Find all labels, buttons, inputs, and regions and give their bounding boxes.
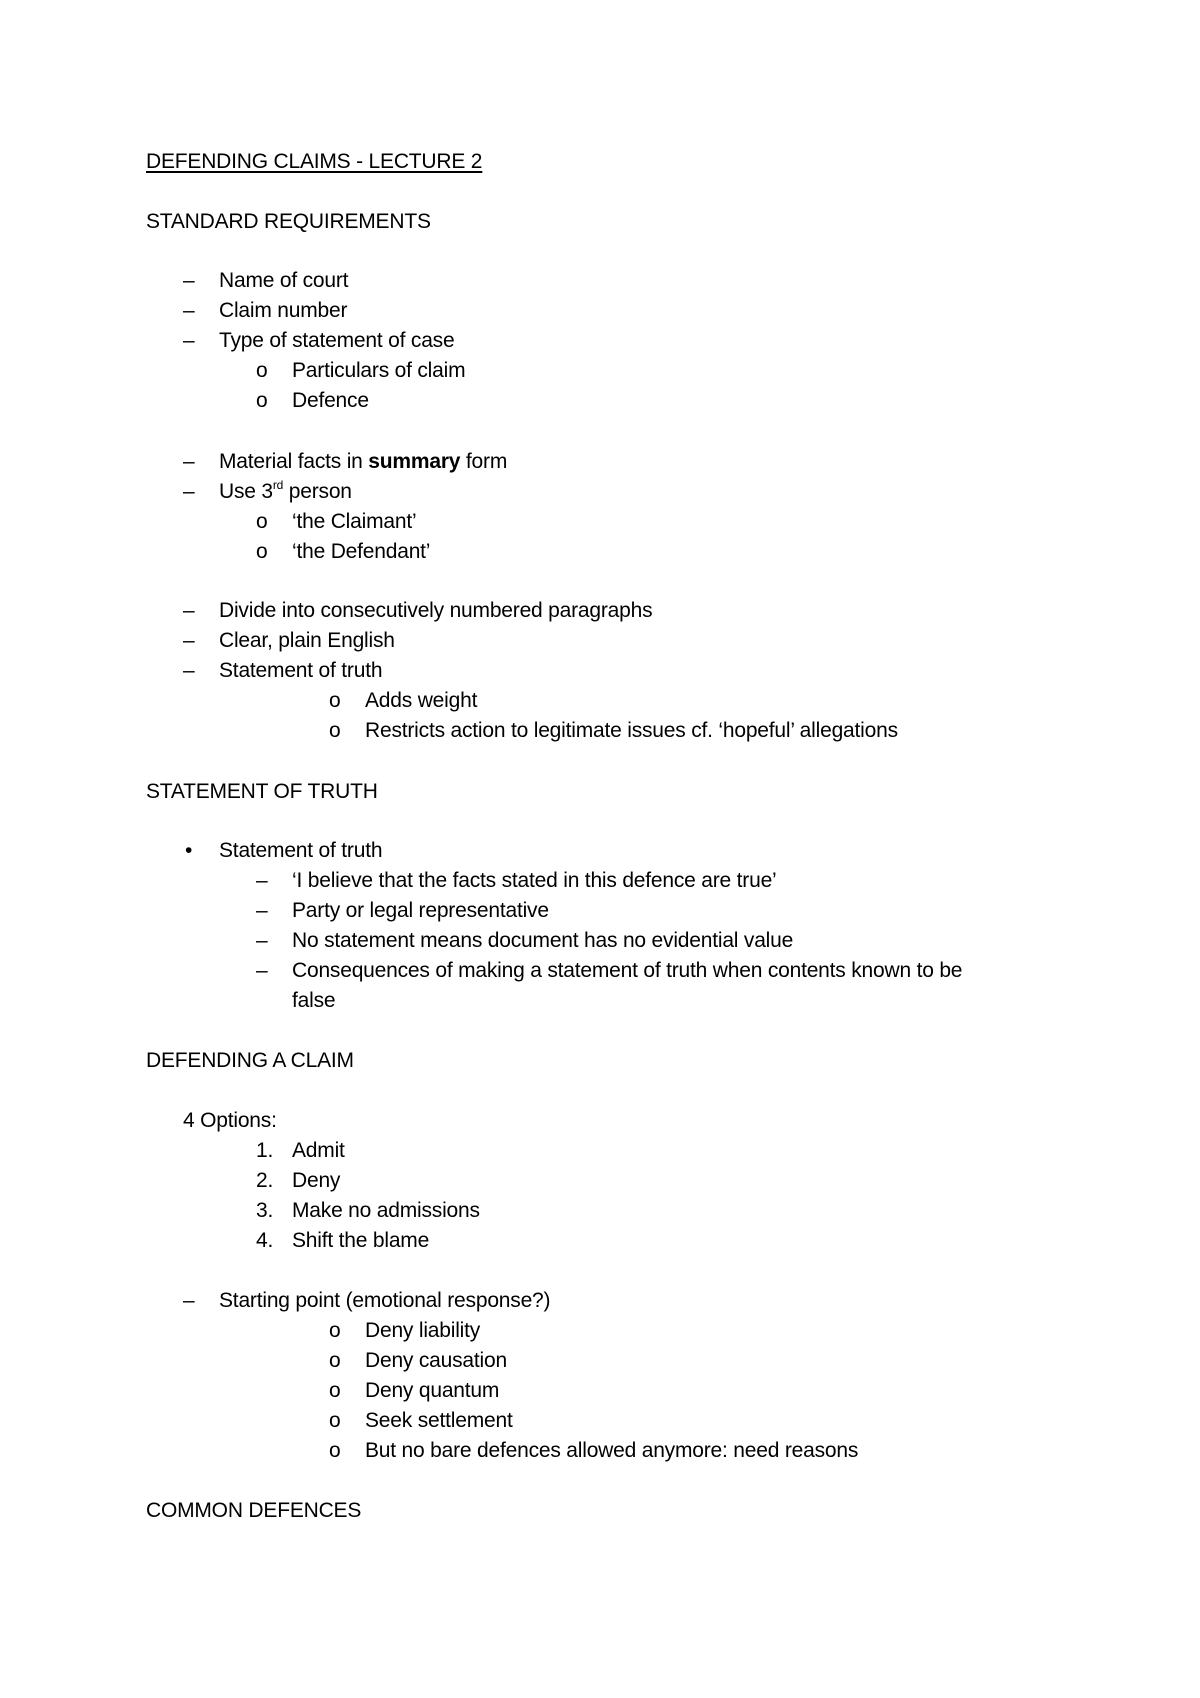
dash-marker: – [256,869,268,892]
circle-marker: o [329,1349,341,1372]
dash-marker: – [183,659,195,682]
sub-list-item-text: Deny causation [365,1349,507,1372]
dash-marker: – [256,959,268,982]
circle-marker: o [256,510,268,533]
list-item-text: Divide into consecutively numbered paragraphs [219,599,653,622]
number-marker: 1. [256,1139,274,1162]
circle-marker: o [329,1379,341,1402]
section-heading-statement-of-truth: STATEMENT OF TRUTH [146,780,378,803]
list-item-text: Claim number [219,299,348,322]
sub-list-item-text: But no bare defences allowed anymore: need reasons [365,1439,859,1462]
sub-list-item-text: Deny liability [365,1319,481,1342]
circle-marker: o [329,1409,341,1432]
list-item-text: Statement of truth [219,659,383,682]
dash-marker: – [256,899,268,922]
list-item-text [219,449,507,475]
text-part: Material facts in [219,450,369,473]
numbered-item-text: Deny [292,1169,341,1192]
circle-marker: o [256,389,268,412]
circle-marker: o [329,719,341,742]
options-label: 4 Options: [183,1109,277,1132]
circle-marker: o [256,540,268,563]
section-heading-defending-a-claim: DEFENDING A CLAIM [146,1049,354,1072]
list-item-text: ‘I believe that the facts stated in this defence are true’ [292,869,777,892]
sub-list-item-text: ‘the Defendant’ [292,540,431,563]
sub-list-item-text: ‘the Claimant’ [292,510,417,533]
bullet-item-text: Statement of truth [219,839,383,862]
number-marker: 2. [256,1169,274,1192]
dash-marker: – [183,450,195,473]
list-item-text: Name of court [219,269,349,292]
numbered-item-text: Admit [292,1139,345,1162]
number-marker: 4. [256,1229,274,1252]
list-item-text: No statement means document has no evidential value [292,929,794,952]
number-marker: 3. [256,1199,274,1222]
dash-marker: – [256,929,268,952]
dash-marker: – [183,629,195,652]
list-item-text: Party or legal representative [292,899,549,922]
bullet-marker: • [185,839,193,862]
circle-marker: o [329,689,341,712]
text-part: form [460,450,508,473]
dash-marker: – [183,1289,195,1312]
list-item-continuation: false [292,989,336,1012]
bold-text: summary [368,450,461,473]
section-heading-standard-requirements: STANDARD REQUIREMENTS [146,210,431,233]
list-item-text: Consequences of making a statement of truth when contents known to be [292,959,963,982]
dash-marker: – [183,269,195,292]
circle-marker: o [329,1439,341,1462]
dash-marker: – [183,480,195,503]
circle-marker: o [256,359,268,382]
sub-list-item-text: Restricts action to legitimate issues cf. ‘hopeful’ allegations [365,719,898,742]
sub-list-item-text: Deny quantum [365,1379,500,1402]
sub-list-item-text: Defence [292,389,369,412]
list-item-text: Starting point (emotional response?) [219,1289,551,1312]
circle-marker: o [329,1319,341,1342]
superscript: rd [272,478,284,492]
text-part: Use 3 [219,480,273,503]
numbered-item-text: Shift the blame [292,1229,430,1252]
dash-marker: – [183,599,195,622]
sub-list-item-text: Seek settlement [365,1409,513,1432]
section-heading-common-defences: COMMON DEFENCES [146,1499,362,1522]
dash-marker: – [183,299,195,322]
list-item-text: Clear, plain English [219,629,395,652]
numbered-item-text: Make no admissions [292,1199,480,1222]
dash-marker: – [183,329,195,352]
list-item-text [219,479,352,505]
document-title: DEFENDING CLAIMS - LECTURE 2 [146,150,483,173]
list-item-text: Type of statement of case [219,329,455,352]
text-part: person [283,480,352,503]
sub-list-item-text: Adds weight [365,689,478,712]
sub-list-item-text: Particulars of claim [292,359,466,382]
